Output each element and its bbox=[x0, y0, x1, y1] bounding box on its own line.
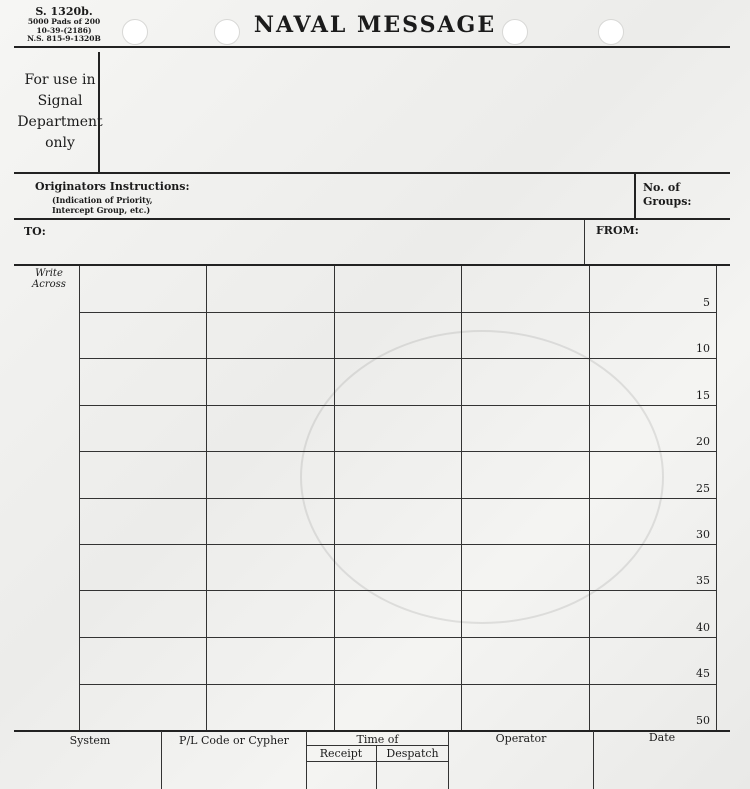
hint-line: (Indication of Priority, bbox=[52, 195, 153, 205]
grid-row-line bbox=[80, 405, 716, 406]
grid-row-line bbox=[80, 451, 716, 452]
form-ns: N.S. 815-9-1320B bbox=[27, 34, 101, 43]
grid-row-line bbox=[80, 590, 716, 591]
group-count-25: 25 bbox=[696, 482, 710, 495]
to-field[interactable] bbox=[50, 222, 580, 262]
grid-row-line bbox=[80, 684, 716, 685]
group-count-40: 40 bbox=[696, 621, 710, 634]
signal-line: only bbox=[45, 135, 75, 151]
binder-hole bbox=[214, 19, 240, 45]
form-print: 10-39-(2186) bbox=[36, 25, 92, 35]
form-code bbox=[24, 6, 104, 44]
to-label: TO: bbox=[24, 225, 46, 238]
despatch-label: Despatch bbox=[386, 747, 439, 760]
date-field[interactable] bbox=[596, 752, 728, 786]
grid-column-line bbox=[461, 266, 462, 732]
divider bbox=[14, 218, 730, 220]
divider bbox=[14, 172, 730, 174]
originators-field[interactable] bbox=[170, 176, 630, 216]
originators-hint bbox=[52, 195, 153, 215]
grid-row-line bbox=[80, 637, 716, 638]
grid-row-line bbox=[80, 544, 716, 545]
page-title: NAVAL MESSAGE bbox=[253, 12, 497, 38]
group-count-50: 50 bbox=[696, 714, 710, 727]
group-count-30: 30 bbox=[696, 528, 710, 541]
divider bbox=[14, 46, 730, 48]
binder-hole bbox=[598, 19, 624, 45]
write-across-label bbox=[22, 268, 76, 290]
receipt-label: Receipt bbox=[319, 747, 363, 760]
pl-code-label: P/L Code or Cypher bbox=[179, 734, 289, 747]
receipt-field[interactable] bbox=[308, 763, 374, 787]
signal-line: For use in bbox=[24, 72, 96, 88]
pl-code-field[interactable] bbox=[164, 752, 304, 786]
date-label: Date bbox=[648, 731, 676, 744]
system-label: System bbox=[69, 734, 111, 747]
operator-field[interactable] bbox=[450, 752, 590, 786]
group-count-35: 35 bbox=[696, 574, 710, 587]
message-grid[interactable] bbox=[79, 266, 717, 732]
grid-column-line bbox=[334, 266, 335, 732]
form-pads: 5000 Pads of 200 bbox=[27, 17, 101, 26]
binder-hole bbox=[122, 19, 148, 45]
hint-line: Intercept Group, etc.) bbox=[52, 205, 151, 215]
write-line: Across bbox=[32, 279, 66, 290]
time-of-label: Time of bbox=[356, 733, 399, 746]
group-count-10: 10 bbox=[696, 342, 710, 355]
grid-row-line bbox=[80, 358, 716, 359]
grid-column-line bbox=[206, 266, 207, 732]
grid-column-line bbox=[716, 266, 717, 732]
groups-line: Groups: bbox=[643, 195, 692, 208]
binder-hole bbox=[502, 19, 528, 45]
groups-label bbox=[643, 181, 691, 209]
from-label: FROM: bbox=[596, 224, 639, 237]
despatch-field[interactable] bbox=[378, 763, 446, 787]
grid-row-line bbox=[80, 498, 716, 499]
divider bbox=[584, 220, 585, 264]
form-number: S. 1320b. bbox=[35, 5, 93, 18]
operator-label: Operator bbox=[495, 732, 547, 745]
group-count-5: 5 bbox=[703, 296, 710, 309]
grid-row-line bbox=[80, 312, 716, 313]
divider bbox=[307, 745, 448, 746]
from-field[interactable] bbox=[640, 222, 728, 262]
group-count-45: 45 bbox=[696, 667, 710, 680]
grid-column-line bbox=[79, 266, 80, 732]
divider bbox=[307, 761, 448, 762]
divider bbox=[634, 174, 636, 218]
grid-column-line bbox=[589, 266, 590, 732]
signal-line: Signal bbox=[37, 93, 83, 109]
signal-dept-label bbox=[14, 70, 106, 154]
groups-line: No. of bbox=[643, 181, 680, 194]
write-line: Write bbox=[35, 268, 63, 279]
signal-line: Department bbox=[17, 114, 103, 130]
group-count-15: 15 bbox=[696, 389, 710, 402]
group-count-20: 20 bbox=[696, 435, 710, 448]
signal-dept-field[interactable] bbox=[102, 52, 728, 170]
originators-label: Originators Instructions: bbox=[35, 180, 190, 193]
system-field[interactable] bbox=[20, 752, 160, 786]
divider bbox=[98, 52, 100, 172]
